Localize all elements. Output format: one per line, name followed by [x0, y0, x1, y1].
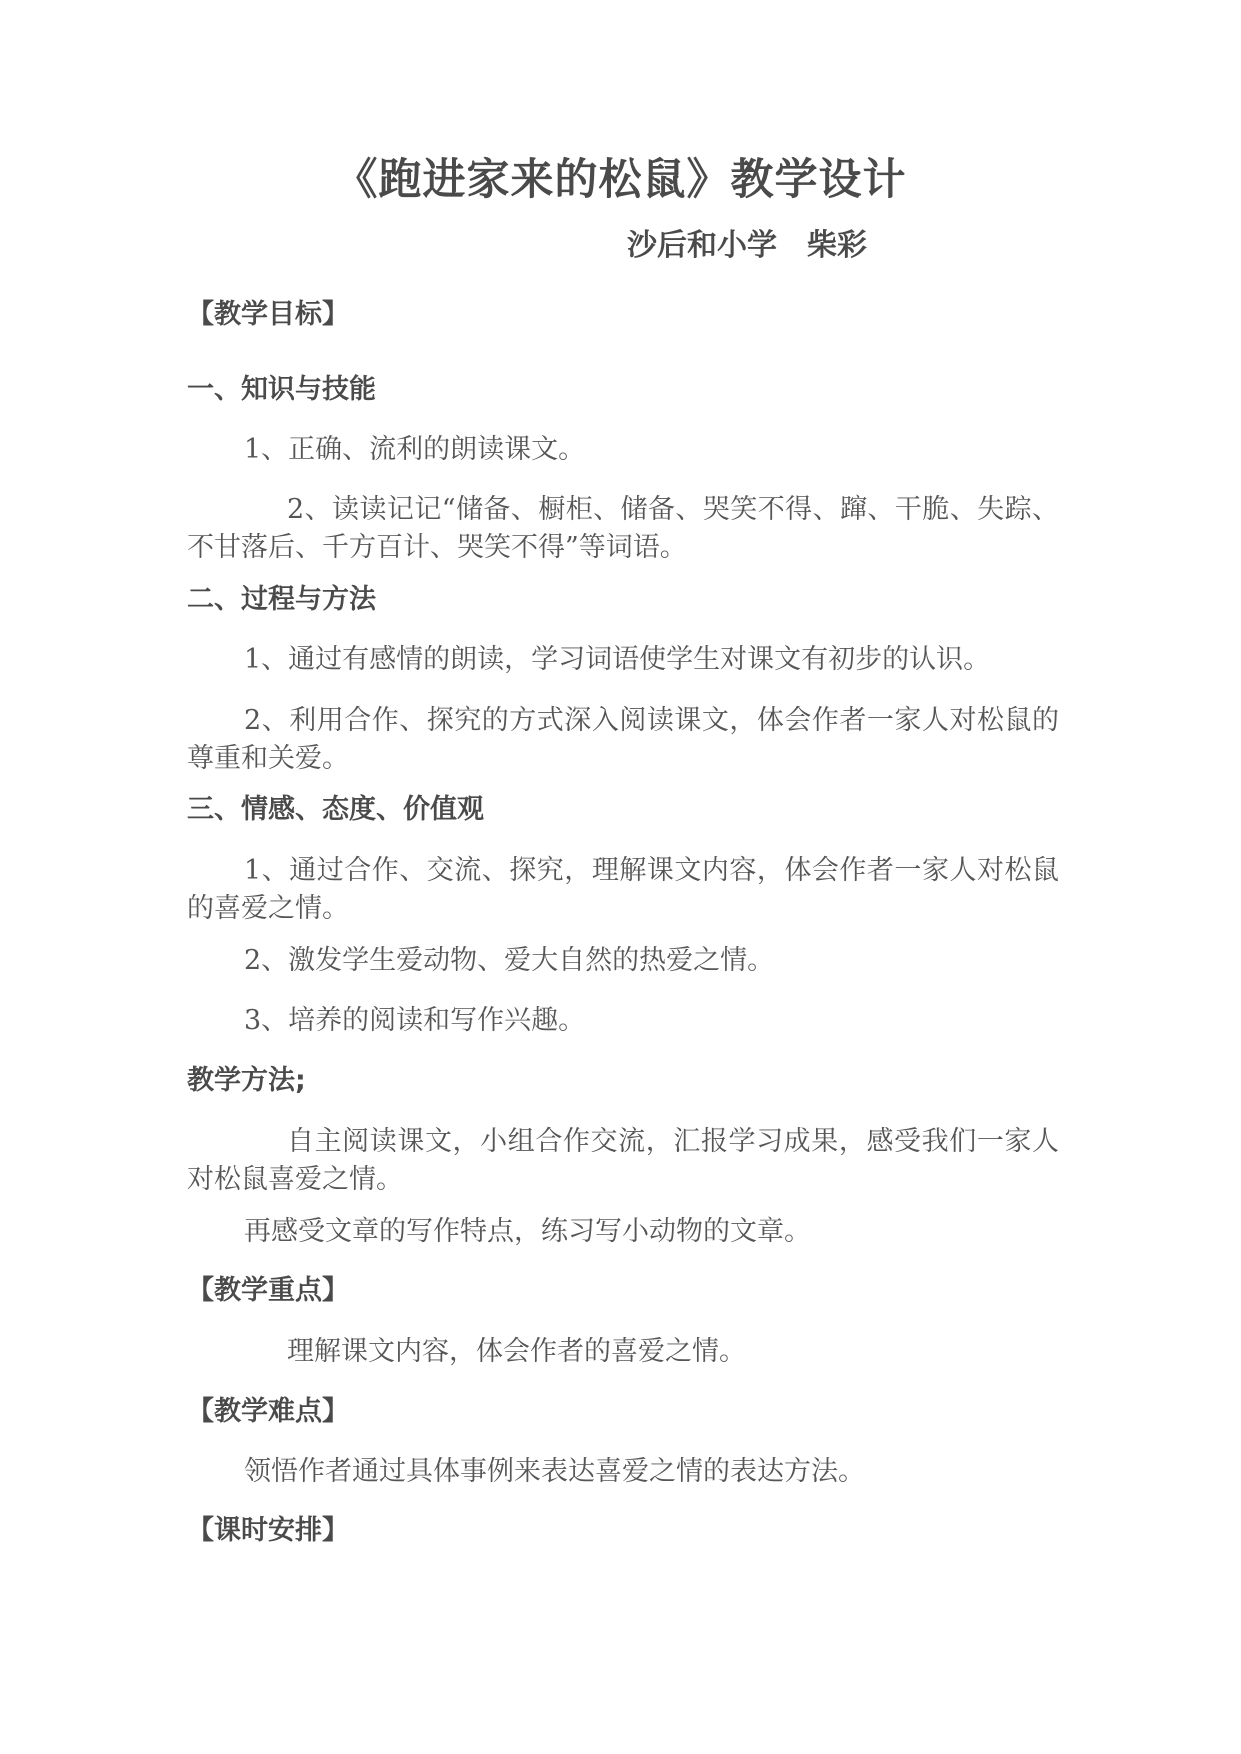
teaching-method-text-1: 自主阅读课文，小组合作交流，汇报学习成果，感受我们一家人对松鼠喜爱之情。	[187, 1126, 1059, 1195]
document-title: 《跑进家来的松鼠》教学设计	[334, 155, 907, 205]
difficulties-heading: 【教学难点】	[187, 1396, 349, 1427]
emotion-item-3: 3、培养的阅读和写作兴趣。	[244, 1005, 586, 1036]
objectives-heading: 【教学目标】	[187, 299, 349, 330]
emotion-values-heading: 三、情感、态度、价值观	[187, 794, 484, 825]
schedule-heading: 【课时安排】	[187, 1515, 349, 1546]
knowledge-item-1: 1、正确、流利的朗读课文。	[244, 434, 586, 465]
difficulties-text: 领悟作者通过具体事例来表达喜爱之情的表达方法。	[244, 1456, 865, 1487]
teaching-method-text-2: 再感受文章的写作特点，练习写小动物的文章。	[244, 1216, 811, 1247]
teaching-method-heading: 教学方法;	[187, 1065, 306, 1096]
knowledge-skills-heading: 一、知识与技能	[187, 374, 376, 405]
key-points-heading: 【教学重点】	[187, 1275, 349, 1306]
process-method-heading: 二、过程与方法	[187, 584, 376, 615]
process-item-1: 1、通过有感情的朗读，学习词语使学生对课文有初步的认识。	[244, 644, 991, 675]
key-points-text: 理解课文内容，体会作者的喜爱之情。	[287, 1336, 746, 1367]
author-line: 沙后和小学 柴彩	[627, 228, 867, 263]
process-item-2: 2、利用合作、探究的方式深入阅读课文，体会作者一家人对松鼠的尊重和关爱。	[187, 705, 1059, 774]
emotion-item-1: 1、通过合作、交流、探究，理解课文内容，体会作者一家人对松鼠的喜爱之情。	[187, 855, 1059, 924]
knowledge-item-2: 2、读读记记“储备、橱柜、储备、哭笑不得、蹿、干脆、失踪、不甘落后、千方百计、哭笑不得”等词语。	[187, 494, 1059, 563]
emotion-item-2: 2、激发学生爱动物、爱大自然的热爱之情。	[244, 945, 775, 976]
